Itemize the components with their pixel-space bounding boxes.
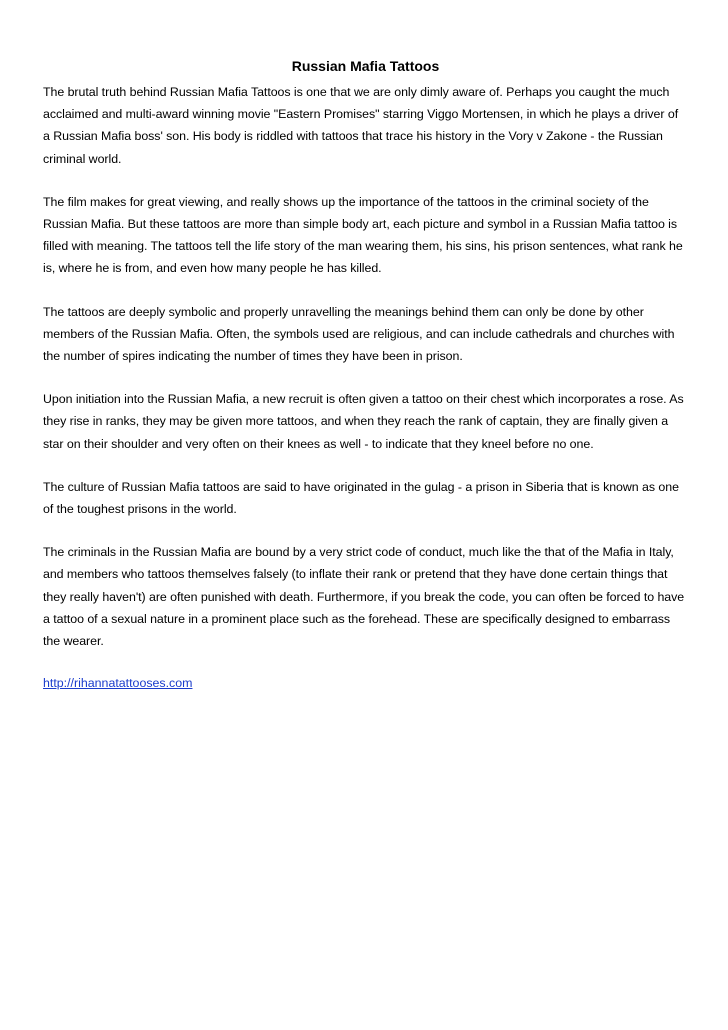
paragraph-religious-symbols: The tattoos are deeply symbolic and properly unravelling the meanings behind them can only be done by other members of the Russian Mafia. Often, the symbols used are religious, and can include cathedrals and churches with the number of spires indicating the number of times they have been in prison. (43, 304, 675, 364)
paragraph-initiation: Upon initiation into the Russian Mafia, a new recruit is often given a tattoo on their chest which incorporates a rose. As they rise in ranks, they may be given more tattoos, and when they reach the rank of captain, they are finally given a star on their shoulder and very often on their knees as well - to indicate that they kneel before no one. (43, 392, 684, 451)
website-link[interactable]: http://rihannatattooses.com (43, 676, 193, 691)
paragraph-eastern-promises: The brutal truth behind Russian Mafia Tattoos is one that we are only dimly aware of. Perhaps you caught the much acclaimed and multi-award winning movie "Eastern Promises" starring Viggo Mortensen, in which he plays a driver of a Russian Mafia boss' son. His body is riddled with tattoos that trace his history in the Vory v Zakone - the Russian criminal world. (43, 85, 679, 166)
paragraph-tattoo-meaning: The film makes for great viewing, and really shows up the importance of the tattoos in the criminal society of the Russian Mafia. But these tattoos are more than simple body art, each picture and symbol in a Russian Mafia tattoo is filled with meaning. The tattoos tell the life story of the man wearing them, his sins, his prison sentences, what rank he is, where he is from, and even how many people he has killed. (43, 194, 683, 276)
paragraph-gulag-origin: The culture of Russian Mafia tattoos are said to have originated in the gulag - a prison in Siberia that is known as one of the toughest prisons in the world. (43, 479, 679, 517)
paragraph-code-of-conduct: The criminals in the Russian Mafia are bound by a very strict code of conduct, much like the that of the Mafia in Italy, and members who tattoos themselves falsely (to inflate their rank or pretend that they have done certain things that they really haven't) are often punished with death. Furthermore, if you break the code, you can often be forced to have a tattoo of a sexual nature in a prominent place such as the forehead. These are specifically designed to embarrass the wearer. (43, 545, 685, 649)
document-body (43, 58, 688, 693)
document-title: Russian Mafia Tattoos (291, 58, 440, 74)
